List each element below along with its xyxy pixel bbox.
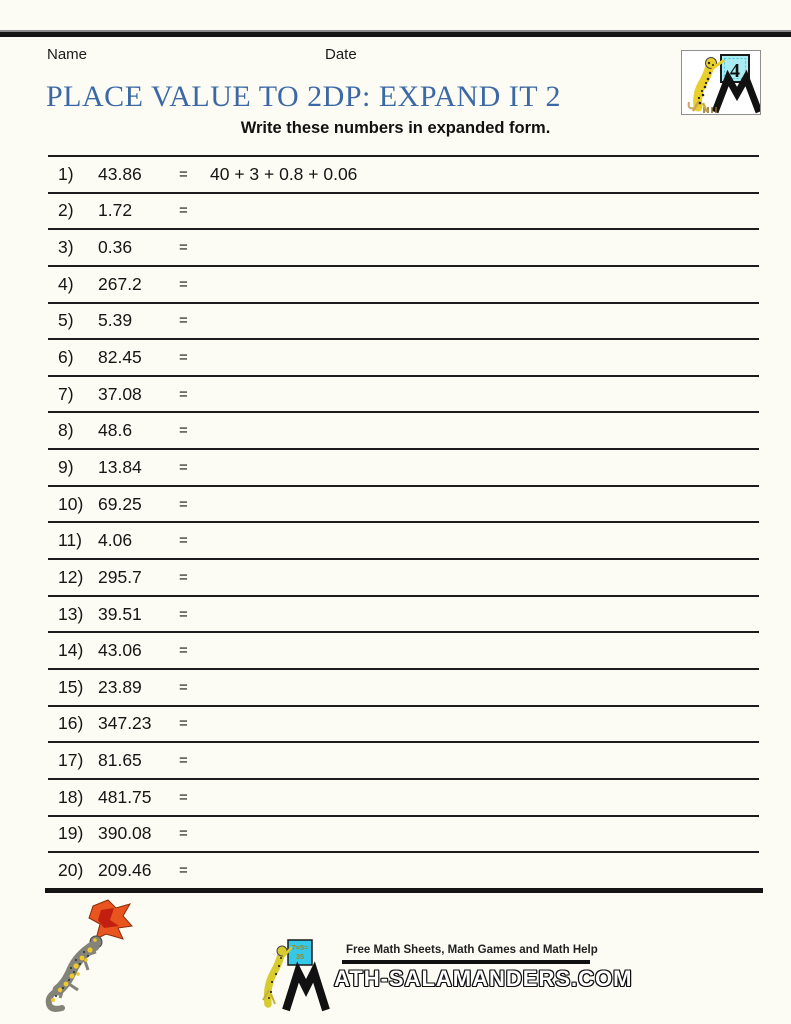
problem-row — [48, 265, 759, 302]
equals-sign: = — [179, 678, 188, 696]
problem-number: 2) — [58, 200, 74, 221]
problem-number: 9) — [58, 456, 74, 477]
problem-number: 8) — [58, 420, 74, 441]
problem-number: 18) — [58, 786, 84, 807]
problem-row — [48, 192, 759, 229]
problem-value: 82.45 — [98, 347, 142, 368]
problem-row — [48, 741, 759, 778]
problem-value: 1.72 — [98, 200, 133, 221]
problem-number: 5) — [58, 310, 74, 331]
problem-row — [48, 302, 759, 339]
equals-sign: = — [179, 825, 188, 843]
problem-value: 267.2 — [98, 273, 142, 294]
answer-text: 40 + 3 + 0.8 + 0.06 — [210, 163, 358, 184]
equals-sign: = — [179, 532, 188, 550]
problem-number: 13) — [58, 603, 84, 624]
equals-sign: = — [179, 752, 188, 770]
problem-number: 14) — [58, 640, 84, 661]
equals-sign: = — [179, 568, 188, 586]
problem-value: 39.51 — [98, 603, 142, 624]
bottom-divider-bar — [45, 888, 763, 893]
problem-row — [48, 521, 759, 558]
equals-sign: = — [179, 605, 188, 623]
equals-sign: = — [179, 642, 188, 660]
grade-4-logo — [681, 50, 761, 115]
problem-number: 19) — [58, 823, 84, 844]
problem-number: 15) — [58, 676, 84, 697]
problem-number: 4) — [58, 273, 74, 294]
site-wordmark: ATH-SALAMANDERS.COM — [334, 965, 633, 991]
problem-row — [48, 448, 759, 485]
footer-logo-icon — [258, 938, 330, 1012]
problem-number: 10) — [58, 493, 84, 514]
equals-sign: = — [179, 312, 188, 330]
problem-row — [48, 631, 759, 668]
problem-number: 16) — [58, 713, 84, 734]
problem-value: 23.89 — [98, 676, 142, 697]
top-divider-bar — [0, 30, 791, 37]
problem-row — [48, 851, 759, 888]
salamander-easel-icon — [682, 51, 760, 114]
problem-value: 81.65 — [98, 750, 142, 771]
problem-row — [48, 595, 759, 632]
problem-row — [48, 558, 759, 595]
page-title: PLACE VALUE TO 2DP: EXPAND IT 2 — [46, 80, 562, 113]
problem-number: 20) — [58, 859, 84, 880]
equals-sign: = — [179, 861, 188, 879]
problem-value: 43.06 — [98, 640, 142, 661]
problem-value: 347.23 — [98, 713, 152, 734]
equals-sign: = — [179, 239, 188, 257]
problem-row — [48, 338, 759, 375]
footer-rule — [342, 960, 590, 964]
equals-sign: = — [179, 422, 188, 440]
equals-sign: = — [179, 788, 188, 806]
date-label: Date — [325, 46, 357, 63]
problem-row — [48, 705, 759, 742]
problem-value: 0.36 — [98, 237, 133, 258]
equals-sign: = — [179, 349, 188, 367]
problem-value: 5.39 — [98, 310, 133, 331]
equals-sign: = — [179, 458, 188, 476]
equals-sign: = — [179, 495, 188, 513]
site-logo — [258, 938, 632, 1012]
board-equation-text: 7×5= — [291, 943, 309, 952]
equals-sign: = — [179, 202, 188, 220]
fire-salamander-illustration — [38, 898, 140, 1021]
problem-value: 295.7 — [98, 566, 142, 587]
instruction-text: Write these numbers in expanded form. — [240, 119, 551, 137]
equals-sign: = — [179, 165, 188, 183]
problem-number: 12) — [58, 566, 84, 587]
problem-number: 3) — [58, 237, 74, 258]
svg-text:4: 4 — [730, 60, 740, 82]
equals-sign: = — [179, 385, 188, 403]
footer-slogan: Free Math Sheets, Math Games and Math Help — [346, 944, 598, 956]
problem-number: 17) — [58, 750, 84, 771]
problem-row — [48, 411, 759, 448]
problem-row — [48, 778, 759, 815]
problem-number: 11) — [58, 530, 82, 551]
equals-sign: = — [179, 275, 188, 293]
problem-row — [48, 375, 759, 412]
problem-row — [48, 815, 759, 852]
problem-row — [48, 485, 759, 522]
problem-number: 7) — [58, 383, 74, 404]
problem-number: 1) — [58, 163, 74, 184]
logo-m-glyph — [286, 972, 326, 1010]
name-label: Name — [47, 46, 88, 63]
problem-value: 13.84 — [98, 456, 142, 477]
problems-table — [48, 155, 759, 888]
problem-value: 390.08 — [98, 823, 152, 844]
problem-value: 37.08 — [98, 383, 142, 404]
problem-row — [48, 668, 759, 705]
problem-number: 6) — [58, 347, 74, 368]
problem-row — [48, 155, 759, 192]
problem-value: 481.75 — [98, 786, 152, 807]
problem-value: 43.86 — [98, 163, 142, 184]
problem-value: 4.06 — [98, 530, 133, 551]
problem-row — [48, 228, 759, 265]
equals-sign: = — [179, 715, 188, 733]
problem-value: 209.46 — [98, 859, 152, 880]
board-result-text: 35 — [295, 952, 305, 961]
problem-value: 69.25 — [98, 493, 142, 514]
problem-value: 48.6 — [98, 420, 133, 441]
